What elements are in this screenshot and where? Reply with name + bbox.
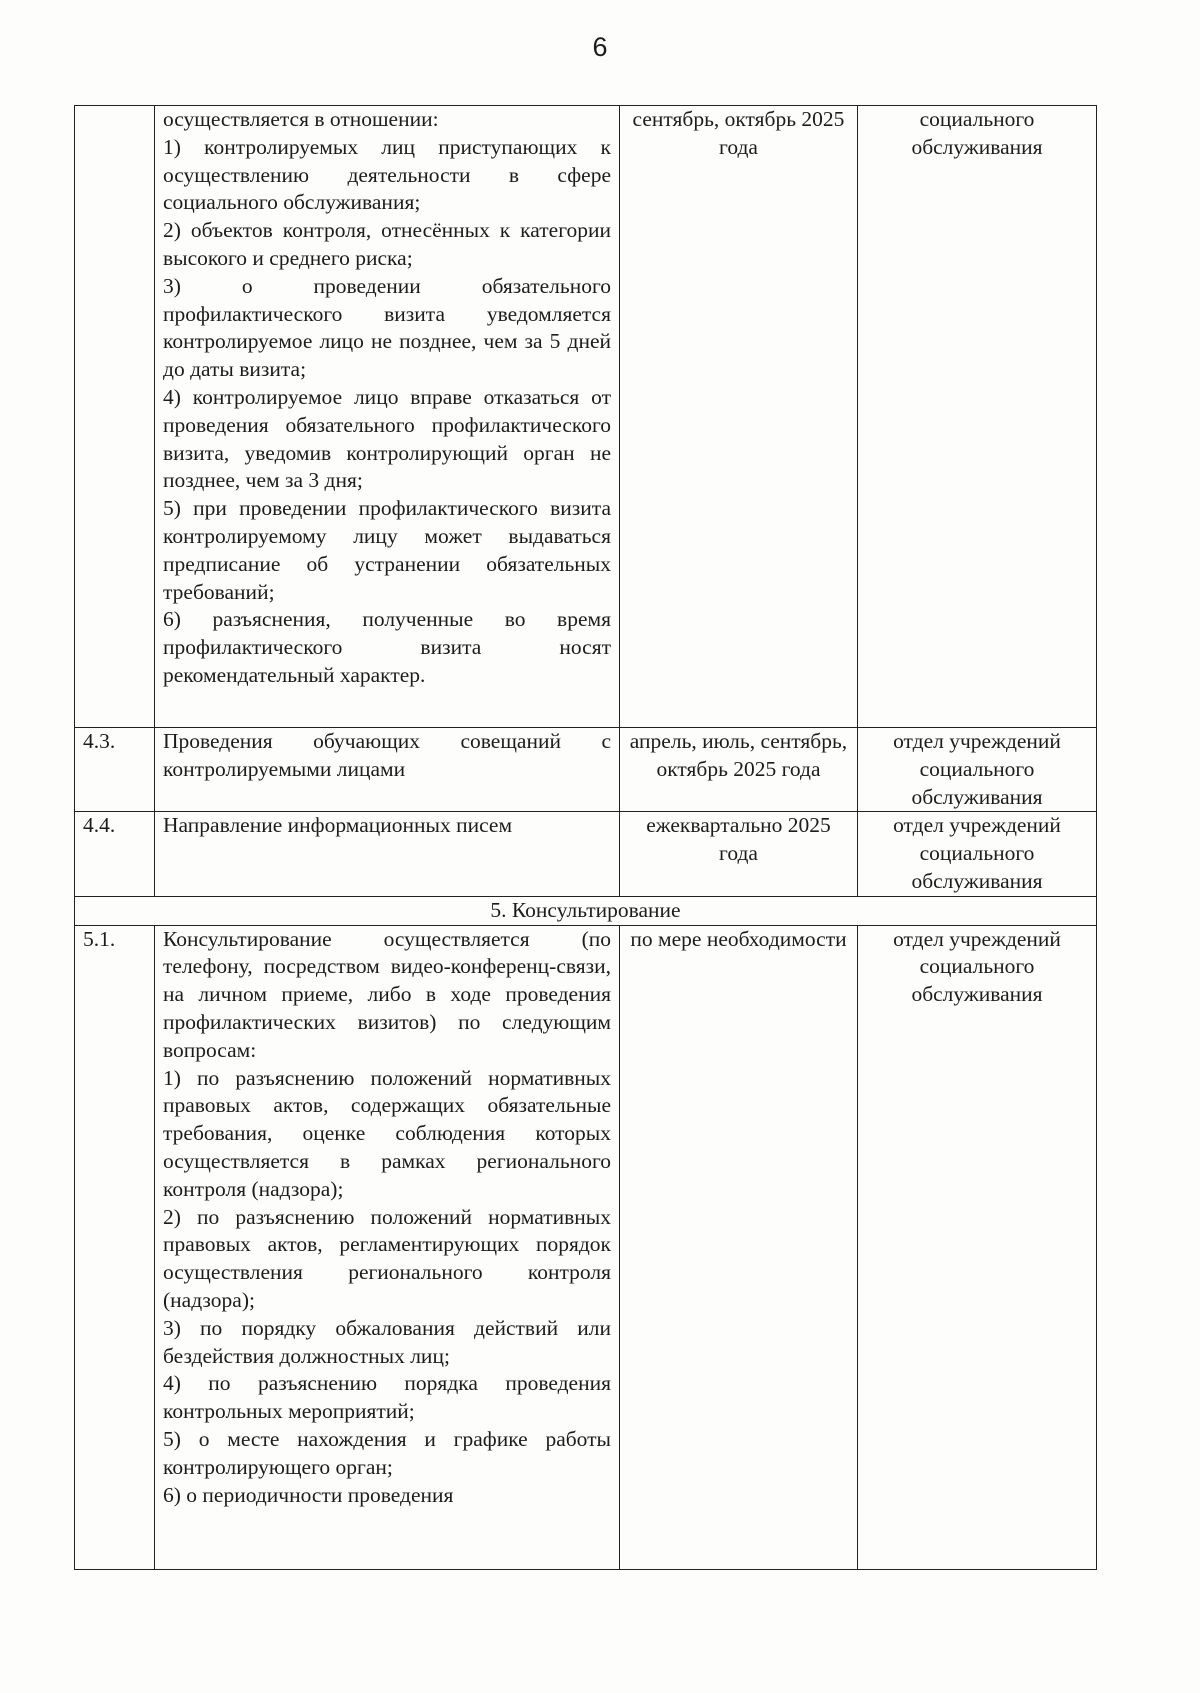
description-paragraph: Направление информационных писем <box>163 813 513 838</box>
description-paragraph: 3) о проведении обязательного профилактического визита уведомляется контролируемое лицо не позднее, чем за 5 дней до даты визита; <box>163 273 611 382</box>
description-paragraph: 2) по разъяснению положений нормативных правовых актов, регламентирующих порядок осуществления регионального контроля (надзора); <box>163 1204 611 1312</box>
item-responsible: отдел учреждений социального обслуживания <box>858 925 1097 1569</box>
description-paragraph: 5) при проведении профилактического визита контролируемому лицу может выдаваться предписание об устранении обязательных требований; <box>163 496 611 604</box>
item-term: апрель, июль, сентябрь, октябрь 2025 года <box>620 728 858 812</box>
description-paragraph: 4) по разъяснению порядка проведения контрольных мероприятий; <box>163 1371 611 1424</box>
description-paragraph: 1) контролируемых лиц приступающих к осуществлению деятельности в сфере социального обслуживания; <box>163 134 611 215</box>
description-paragraph: Проведения обучающих совещаний с контролируемыми лицами <box>163 729 611 781</box>
table-row <box>75 925 1097 1569</box>
plan-table <box>74 105 1097 1570</box>
item-description <box>155 728 620 812</box>
description-paragraph: 3) по порядку обжалования действий или бездействия должностных лиц; <box>163 1315 611 1368</box>
section-title: 5. Консультирование <box>75 896 1097 925</box>
table-row <box>75 106 1097 728</box>
description-paragraph: 5) о месте нахождения и графике работы контролирующего орган; <box>163 1426 611 1479</box>
table-row <box>75 728 1097 812</box>
table-row <box>75 812 1097 896</box>
description-paragraph: 4) контролируемое лицо вправе отказаться от проведения обязательного профилактического визита, уведомив контролирующий орган не позднее, чем за 3 дня; <box>163 384 611 493</box>
section-header-row <box>75 896 1097 925</box>
page-number: 6 <box>592 32 608 62</box>
item-responsible: социального обслуживания <box>858 106 1097 728</box>
item-description <box>155 925 620 1569</box>
item-description <box>155 812 620 896</box>
description-paragraph: 1) по разъяснению положений нормативных правовых актов, содержащих обязательные требования, оценке соблюдения которых осуществляется в рамках регионального контроля (надзора); <box>163 1065 611 1201</box>
item-responsible: отдел учреждений социального обслуживания <box>858 728 1097 812</box>
description-paragraph: 2) объектов контроля, отнесённых к категории высокого и среднего риска; <box>163 218 611 270</box>
description-paragraph: 6) о периодичности проведения <box>163 1482 454 1507</box>
item-responsible: отдел учреждений социального обслуживания <box>858 812 1097 896</box>
item-description <box>155 106 620 728</box>
description-paragraph: осуществляется в отношении: <box>163 107 439 131</box>
description-paragraph: Консультирование осуществляется (по телефону, посредством видео-конференц-связи, на личном приеме, либо в ходе проведения профилактических визитов) по следующим вопросам: <box>163 926 611 1062</box>
item-number <box>75 106 155 728</box>
item-number: 4.3. <box>75 728 155 812</box>
item-term: сентябрь, октябрь 2025 года <box>620 106 858 728</box>
description-paragraph: 6) разъяснения, полученные во время профилактического визита носят рекомендательный характер. <box>163 607 611 687</box>
item-number: 5.1. <box>75 925 155 1569</box>
item-term: ежеквартально 2025 года <box>620 812 858 896</box>
item-term: по мере необходимости <box>620 925 858 1569</box>
item-number: 4.4. <box>75 812 155 896</box>
